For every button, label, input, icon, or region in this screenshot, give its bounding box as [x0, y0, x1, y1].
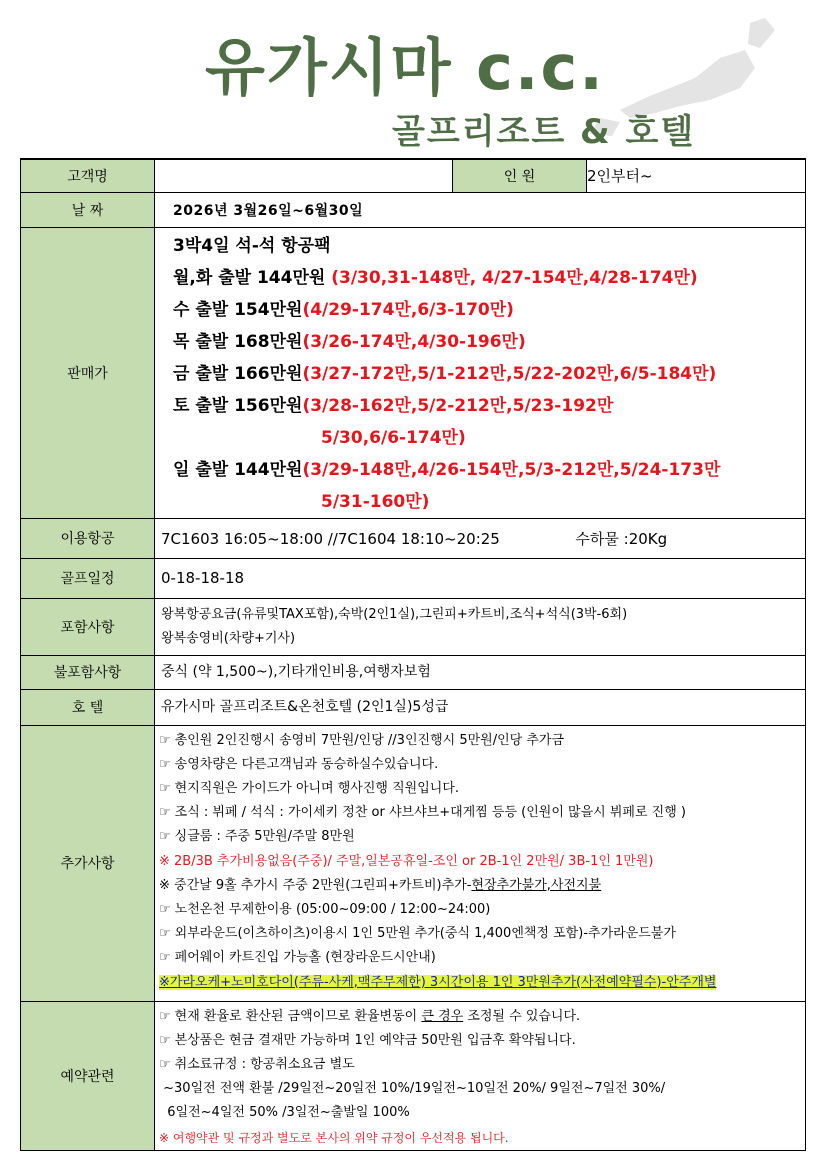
extra-note-midday: ※ 중간날 9홀 추가시 주중 2만원(그린피+카트비)추가-현장추가불가,사전지불	[159, 877, 602, 893]
pointing-hand-icon: ☞	[159, 805, 171, 821]
row-excluded	[21, 655, 806, 689]
extra-note: ☞ 외부라운드(이츠하이츠)이용시 1인 5만원 추가(중식 1,400엔책정 포함)-추가라운드불가	[159, 926, 676, 942]
pointing-hand-icon: ☞	[159, 732, 171, 748]
people-value: 2인부터~	[587, 159, 806, 192]
pointing-hand-icon: ☞	[159, 1008, 171, 1024]
flight-label: 이용항공	[21, 518, 155, 558]
price-line-sun: 일 출발 144만원(3/29-148만,4/26-154만,5/3-212만,5/24-173만	[173, 459, 721, 480]
row-golf	[21, 558, 806, 598]
hotel-label: 호 텔	[21, 689, 155, 725]
extra-note: ☞ 싱글룸 : 주중 5만원/주말 8만원	[159, 829, 355, 845]
price-line-thu: 목 출발 168만원(3/26-174만,4/30-196만)	[173, 331, 526, 352]
date-value: 2026년 3월26일~6월30일	[155, 192, 806, 227]
date-label: 날 짜	[21, 192, 155, 227]
extra-note: ☞ 총인원 2인진행시 송영비 7만원/인당 //3인진행시 5만원/인당 추가금	[159, 732, 565, 748]
extra-note: ☞ 노천온천 무제한이용 (05:00~09:00 / 12:00~24:00)	[159, 901, 491, 917]
row-flight	[21, 518, 806, 558]
extra-note: ☞ 현지직원은 가이드가 아니며 행사진행 직원입니다.	[159, 780, 460, 796]
pointing-hand-icon: ☞	[159, 1056, 171, 1072]
pointing-hand-icon: ☞	[159, 1032, 171, 1048]
booking-note: ☞ 본상품은 현금 결재만 가능하며 1인 예약금 50만원 입금후 확약됩니다.	[159, 1032, 576, 1048]
price-line-sat: 토 출발 156만원(3/28-162만,5/2-212만,5/23-192만	[173, 395, 614, 416]
extra-note: ☞ 조식 : 뷔페 / 석식 : 가이세키 정찬 or 샤브샤브+대게찜 등등 (인원이 많을시 뷔페로 진행 )	[159, 805, 686, 821]
customer-value	[155, 159, 453, 192]
pointing-hand-icon: ☞	[159, 950, 171, 966]
brand-title: 유가시마 c.c.	[205, 31, 605, 104]
excluded-label: 불포함사항	[21, 655, 155, 689]
row-booking	[21, 1001, 806, 1150]
header	[0, 0, 830, 150]
refund-schedule-1: ~30일전 전액 환불 /29일전~20일전 10%/19일전~10일전 20%/ 9일전~7일전 30%/	[159, 1081, 666, 1097]
row-extras	[21, 725, 806, 1001]
baggage-allowance: 수하물 :20Kg	[575, 529, 668, 548]
price-line-fri: 금 출발 166만원(3/27-172만,5/1-212만,5/22-202만,6/5-184만)	[173, 363, 717, 384]
pointing-hand-icon: ☞	[159, 780, 171, 796]
people-label: 인 원	[453, 159, 587, 192]
booking-warning: ※ 여행약관 및 규정과 별도로 본사의 위약 규정이 우선적용 됩니다.	[159, 1130, 509, 1145]
booking-note: ☞ 현재 환율로 환산된 금액이므로 환율변동이 큰 경우 조정될 수 있습니다.	[159, 1008, 581, 1024]
golf-value: 0-18-18-18	[155, 558, 806, 598]
extras-detail	[155, 725, 806, 1001]
customer-label: 고객명	[21, 159, 155, 192]
booking-detail	[155, 1001, 806, 1150]
price-heading: 3박4일 석-석 항공팩	[173, 235, 331, 256]
hotel-value: 유가시마 골프리조트&온천호텔 (2인1실)5성급	[155, 689, 806, 725]
booking-label: 예약관련	[21, 1001, 155, 1150]
extras-label: 추가사항	[21, 725, 155, 1001]
extra-note-red: ※ 2B/3B 추가비용없음(주중)/ 주말,일본공휴일-조인 or 2B-1인 2만원/ 3B-1인 1만원)	[159, 853, 654, 869]
booking-note: ☞ 취소료규정 : 항공취소요금 별도	[159, 1056, 355, 1072]
price-line-sat-cont: 5/30,6/6-174만)	[321, 427, 466, 448]
included-label: 포함사항	[21, 598, 155, 655]
flight-schedule: 7C1603 16:05~18:00 //7C1604 18:10~20:25	[161, 529, 500, 548]
refund-schedule-2: 6일전~4일전 50% /3일전~출발일 100%	[159, 1105, 410, 1121]
pointing-hand-icon: ☞	[159, 926, 171, 942]
row-included	[21, 598, 806, 655]
golf-label: 골프일정	[21, 558, 155, 598]
extra-note: ☞ 페어웨이 카트진입 가능홀 (현장라운드시안내)	[159, 950, 436, 966]
included-line-2: 왕복송영비(차량+기사)	[161, 630, 296, 646]
row-price	[21, 227, 806, 518]
row-hotel	[21, 689, 806, 725]
excluded-value: 중식 (약 1,500~),기타개인비용,여행자보험	[155, 655, 806, 689]
price-line-sun-cont: 5/31-160만)	[321, 491, 430, 512]
pointing-hand-icon: ☞	[159, 901, 171, 917]
karaoke-note: ※가라오케+노미호다이(주류-사케,맥주무제한) 3시간이용 1인 3만원추가(사전예약필수)-안주개별	[159, 974, 717, 990]
pointing-hand-icon: ☞	[159, 756, 171, 772]
row-date	[21, 192, 806, 227]
brand-subtitle: 골프리조트 & 호텔	[392, 112, 696, 152]
flight-value	[155, 518, 806, 558]
price-detail	[155, 227, 806, 518]
pointing-hand-icon: ☞	[159, 829, 171, 845]
price-line-mon-tue: 월,화 출발 144만원 (3/30,31-148만, 4/27-154만,4/28-174만)	[173, 267, 698, 288]
included-line-1: 왕복항공요금(유류및TAX포함),숙박(2인1실),그린피+카트비,조식+석식(3박-6회)	[161, 606, 628, 622]
price-label: 판매가	[21, 227, 155, 518]
extra-note: ☞ 송영차량은 다른고객님과 동승하실수있습니다.	[159, 756, 439, 772]
row-customer	[21, 159, 806, 192]
included-value	[155, 598, 806, 655]
tour-info-table	[20, 158, 806, 1151]
price-line-wed: 수 출발 154만원(4/29-174만,6/3-170만)	[173, 299, 514, 320]
